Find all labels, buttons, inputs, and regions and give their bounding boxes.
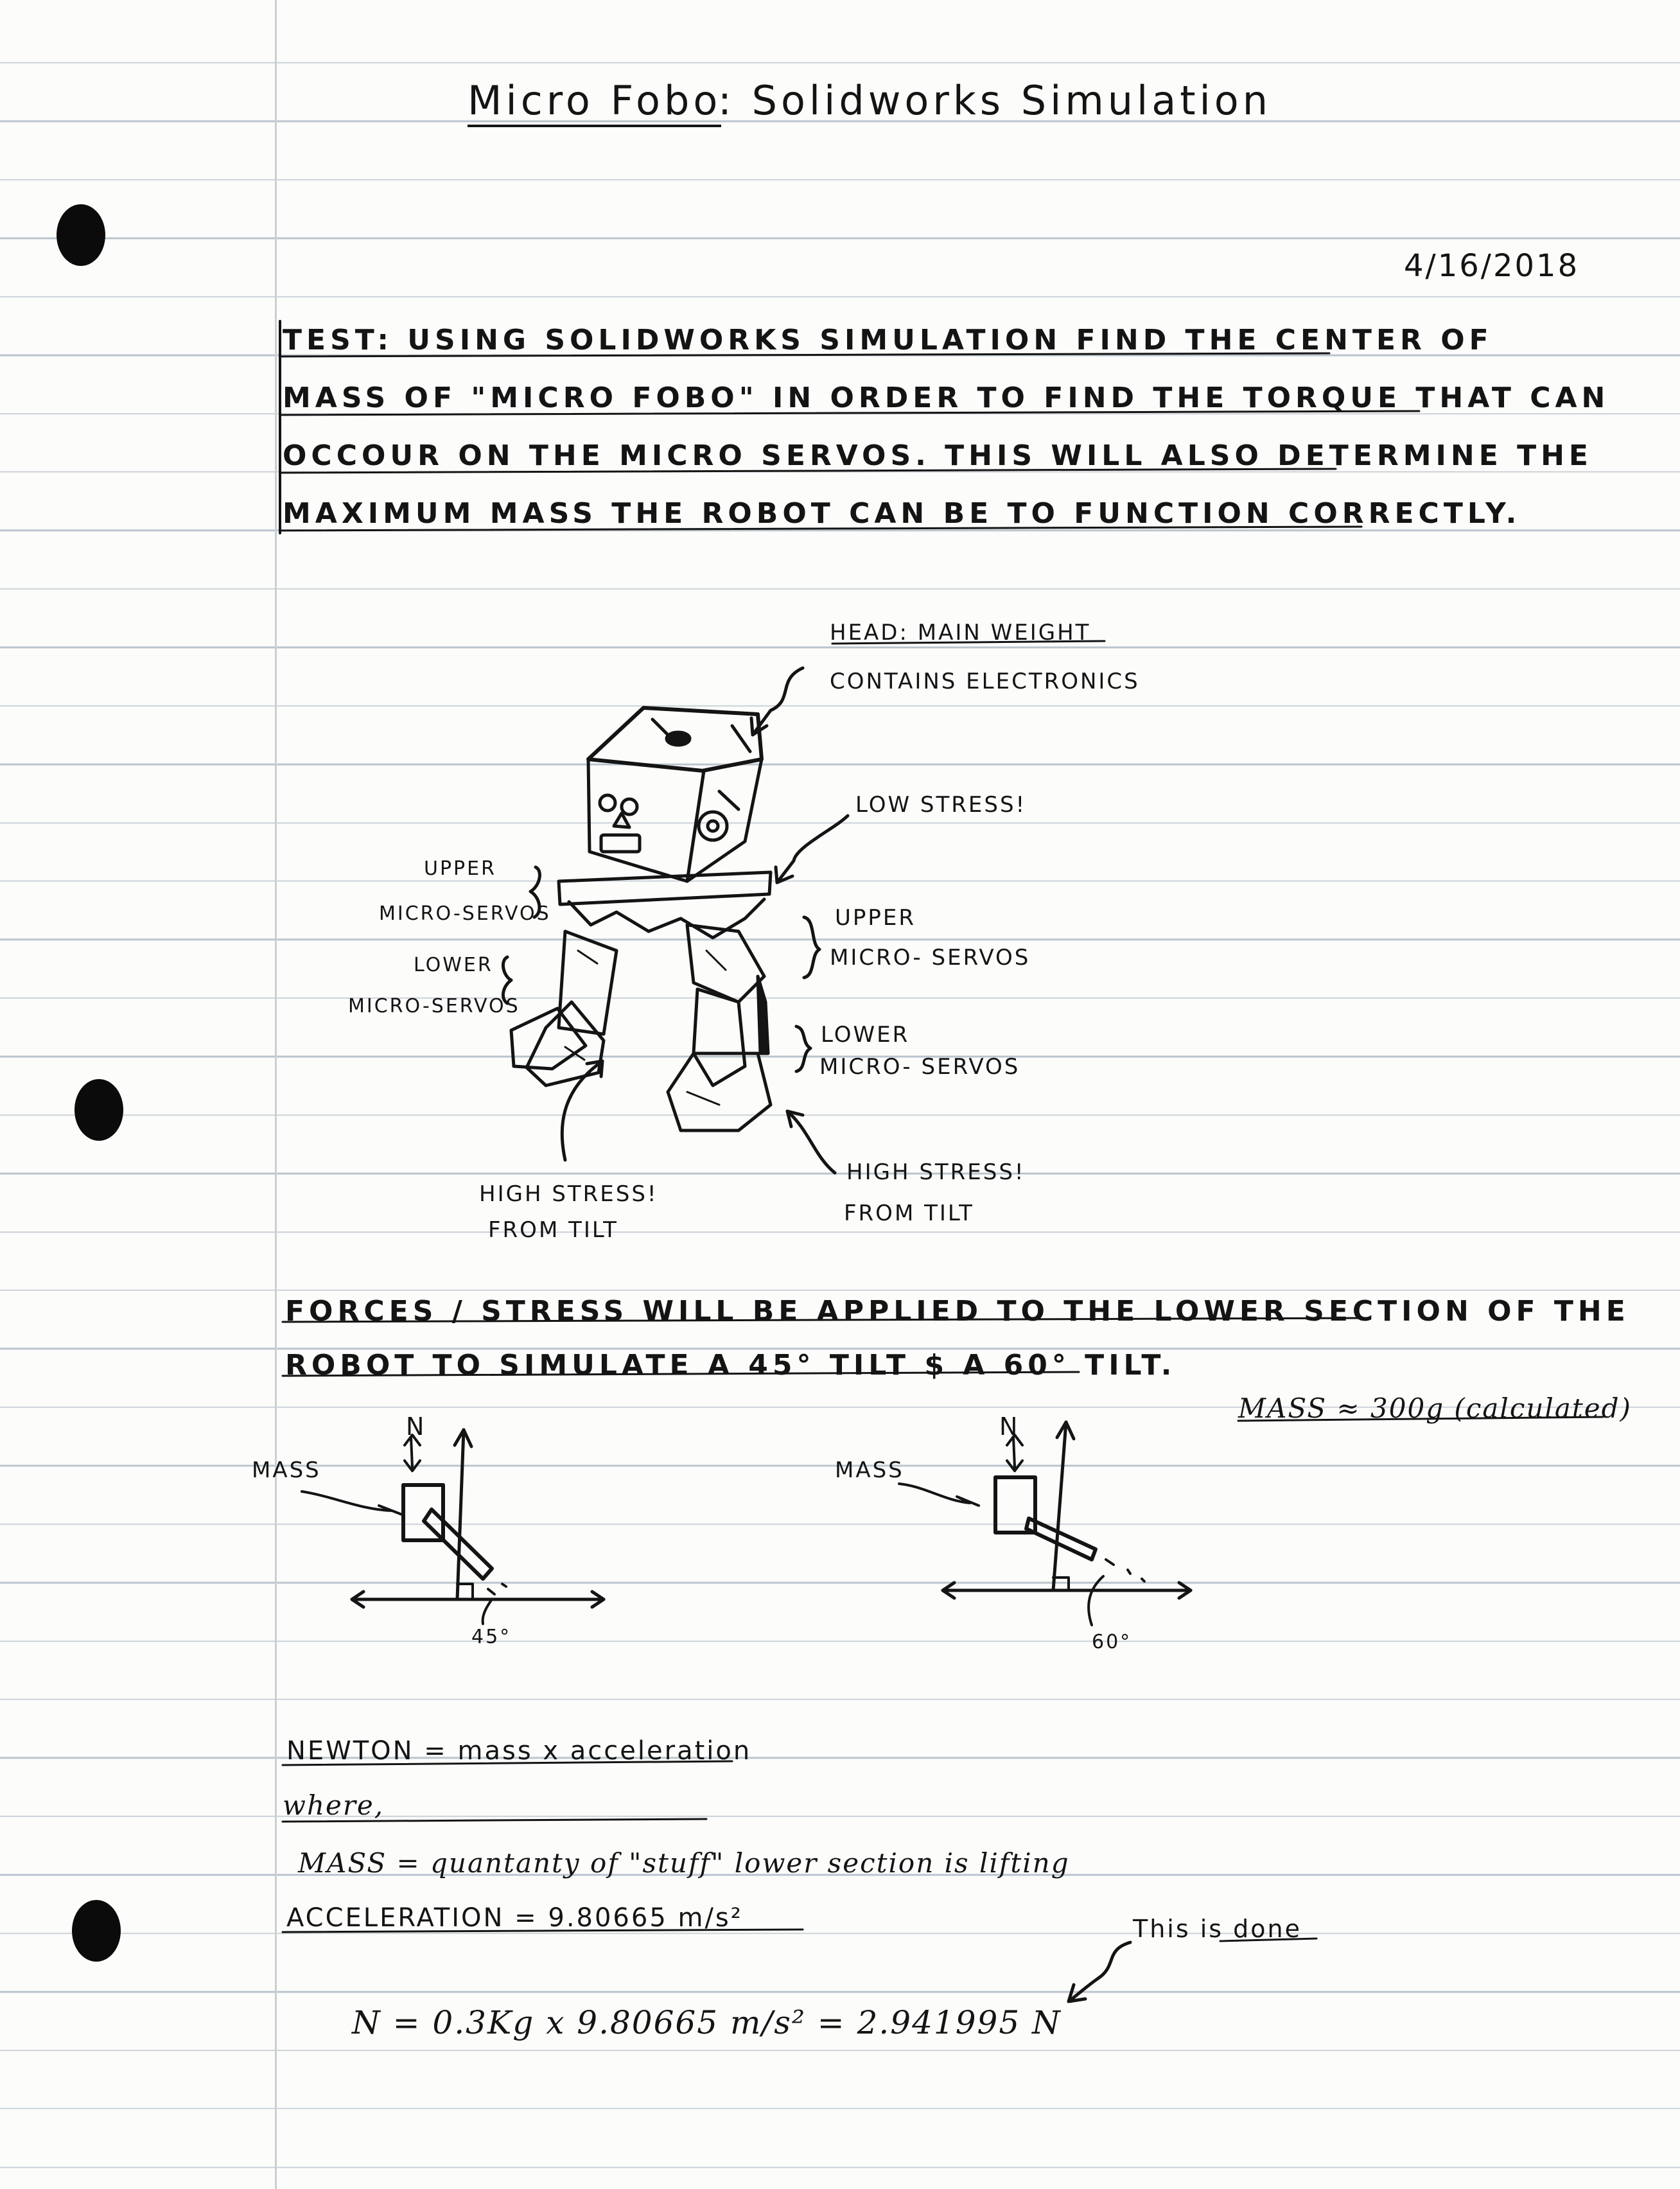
lower-right-brace	[796, 1026, 810, 1071]
lower-left-label-2: MICRO-SERVOS	[348, 995, 520, 1017]
upper-right-label-1: UPPER	[835, 905, 916, 931]
page-subtitle: : Solidworks Simulation	[718, 77, 1272, 124]
test-line-1: TEST: USING SOLIDWORKS SIMULATION FIND THE CENTER OF	[283, 324, 1493, 356]
forces-line-1: FORCES / STRESS WILL BE APPLIED TO THE LOWER SECTION OF THE	[285, 1295, 1630, 1328]
mass-definition: MASS = quantanty of "stuff" lower section is lifting	[298, 1847, 1070, 1879]
head-label-line-2: CONTAINS ELECTRONICS	[830, 669, 1140, 694]
mass-note-underline	[1238, 1417, 1603, 1421]
test-line-3: OCCOUR ON THE MICRO SERVOS. THIS WILL ALSO DETERMINE THE	[283, 439, 1593, 472]
page-title: Micro Fobo	[468, 81, 721, 127]
upper-right-label-2: MICRO- SERVOS	[830, 945, 1031, 971]
lower-right-label-2: MICRO- SERVOS	[819, 1054, 1020, 1080]
newton-underline	[283, 1761, 732, 1765]
test-underline-3	[280, 469, 1336, 473]
low-stress-arrow	[777, 816, 848, 883]
head-label-line-1: HEAD: MAIN WEIGHT	[830, 620, 1091, 646]
lower-right-label-1: LOWER	[821, 1022, 910, 1048]
lower-left-label-1: LOWER	[414, 954, 493, 976]
upper-left-label-1: UPPER	[424, 857, 496, 880]
mass-note: MASS ≈ 300g (calculated)	[1238, 1393, 1632, 1424]
upper-left-label-2: MICRO-SERVOS	[379, 902, 551, 925]
diagram-2-angle-label: 60°	[1092, 1631, 1132, 1653]
diagram-1-angle-label: 45°	[471, 1626, 512, 1648]
diagram-2-force-label: N	[999, 1412, 1020, 1441]
where-underline	[283, 1819, 706, 1822]
test-underline-2	[280, 411, 1419, 415]
done-arrow	[1069, 1942, 1130, 2001]
lower-left-brace	[503, 957, 511, 1003]
upper-left-brace	[530, 867, 539, 917]
done-note: This is done	[1133, 1915, 1302, 1943]
test-line-2: MASS OF "MICRO FOBO" IN ORDER TO FIND THE TORQUE THAT CAN	[283, 382, 1610, 414]
low-stress-label: LOW STRESS!	[855, 792, 1027, 818]
test-underline-4	[280, 527, 1361, 531]
diagram-2-mass-label: MASS	[835, 1457, 904, 1483]
robot-head-drawing	[588, 708, 762, 881]
upper-right-brace	[804, 917, 819, 978]
forces-line-2: ROBOT TO SIMULATE A 45° TILT $ A 60° TILT.	[285, 1349, 1177, 1382]
tilt-diagram-45	[302, 1430, 604, 1624]
head-label-underline	[832, 641, 1105, 644]
page-date: 4/16/2018	[1404, 248, 1580, 284]
test-underline-1	[280, 353, 1329, 356]
acceleration-definition: ACCELERATION = 9.80665 m/s²	[286, 1903, 743, 1933]
final-equation: N = 0.3Kg x 9.80665 m/s² = 2.941995 N	[352, 2004, 1062, 2041]
forces-underline-1	[283, 1318, 1367, 1322]
newton-equation: NEWTON = mass x acceleration	[286, 1736, 752, 1766]
high-stress-left-2: FROM TILT	[488, 1217, 618, 1243]
diagram-1-force-label: N	[406, 1412, 426, 1441]
tilt-diagram-60	[899, 1422, 1191, 1625]
high-stress-left-1: HIGH STRESS!	[479, 1181, 658, 1207]
accel-underline	[283, 1930, 803, 1932]
forces-underline-2	[283, 1372, 1079, 1376]
diagram-1-mass-label: MASS	[252, 1457, 321, 1483]
where-label: where,	[283, 1789, 385, 1821]
head-arrow	[753, 668, 803, 735]
done-strike	[1220, 1938, 1317, 1941]
robot-legs-drawing	[511, 872, 771, 1130]
high-stress-right-2: FROM TILT	[844, 1200, 974, 1226]
high-stress-right-1: HIGH STRESS!	[846, 1159, 1026, 1185]
test-line-4: MAXIMUM MASS THE ROBOT CAN BE TO FUNCTION CORRECTLY.	[283, 497, 1521, 530]
high-right-arrow	[787, 1111, 835, 1173]
